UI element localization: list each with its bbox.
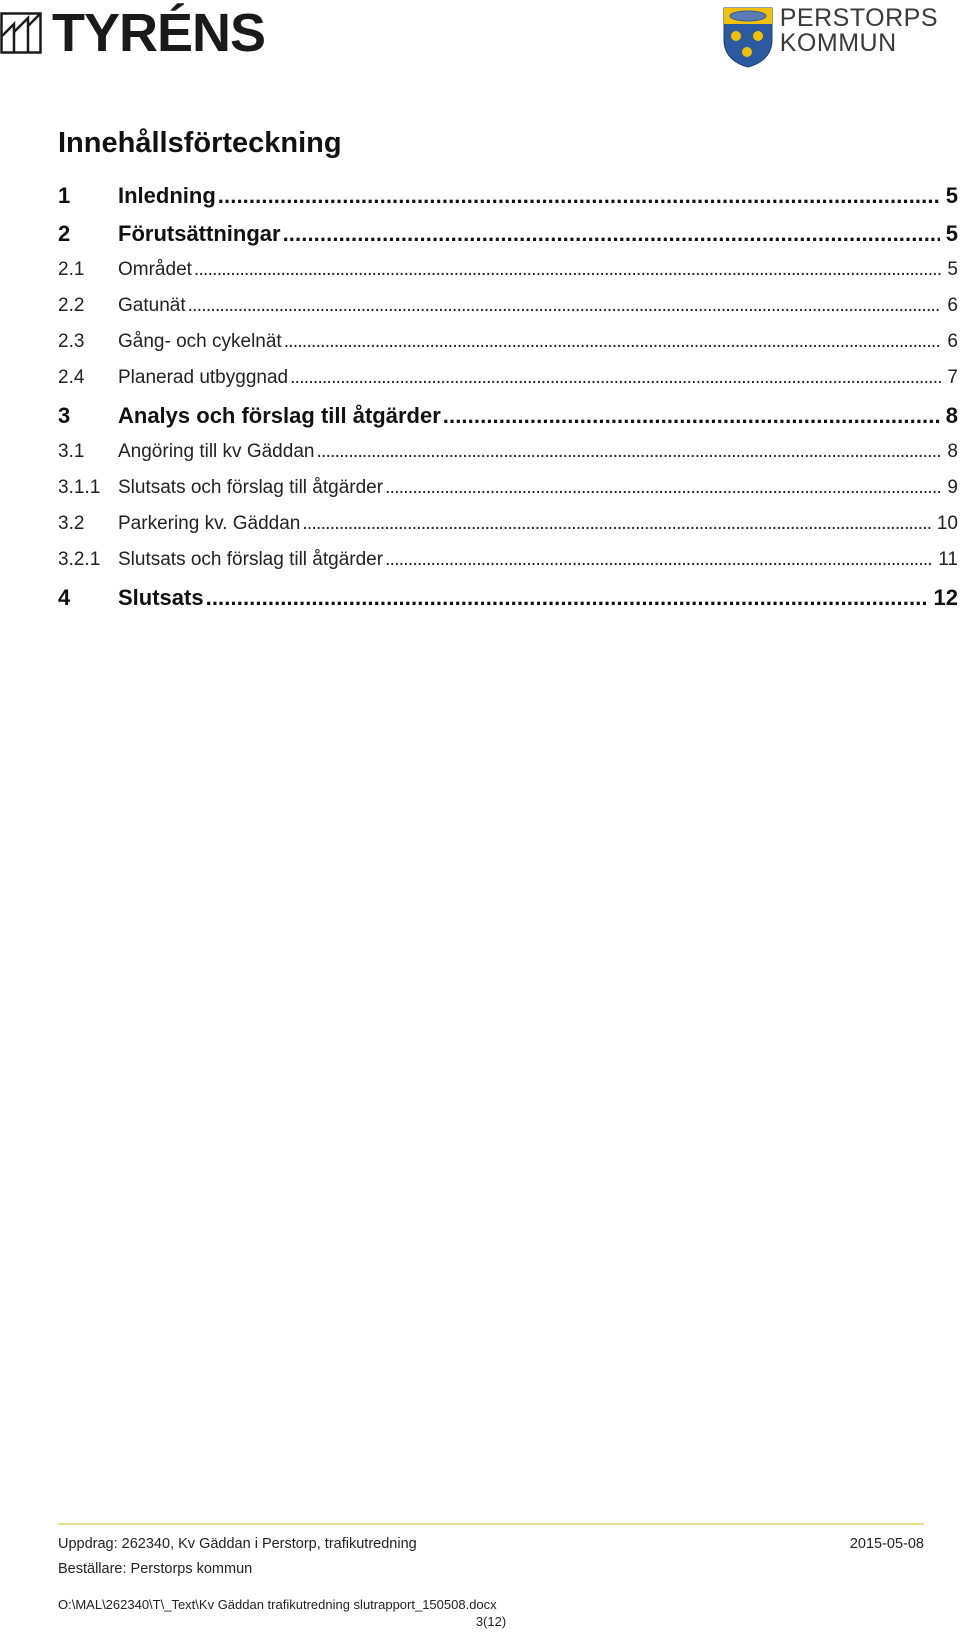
toc-entry-number: 2.1 bbox=[58, 259, 85, 280]
footer-rule bbox=[58, 1523, 924, 1525]
toc-leader-dots bbox=[302, 513, 931, 535]
footer-file-path: O:\MAL\262340\T\_Text\Kv Gäddan trafikutredning slutrapport_150508.docx bbox=[58, 1597, 497, 1612]
toc-leader-dots bbox=[385, 477, 941, 499]
tyrens-logo-text: TYRÉNS bbox=[52, 3, 266, 63]
toc-entry[interactable] bbox=[58, 221, 958, 259]
toc-entry-title: Parkering kv. Gäddan bbox=[118, 513, 301, 534]
toc-entry[interactable] bbox=[58, 477, 958, 513]
toc-entry[interactable] bbox=[58, 367, 958, 403]
tyrens-mark-icon bbox=[0, 12, 42, 54]
toc-entry[interactable] bbox=[58, 259, 958, 295]
toc-entry-title: Slutsats och förslag till åtgärder bbox=[118, 477, 384, 498]
toc-entry-title: Inledning bbox=[118, 183, 216, 208]
toc-title: Innehållsförteckning bbox=[58, 127, 342, 159]
toc-entry[interactable] bbox=[58, 549, 958, 585]
toc-entry-title: Angöring till kv Gäddan bbox=[118, 441, 315, 462]
perstorps-kommun-logo bbox=[722, 6, 938, 68]
footer-assignment: Uppdrag: 262340, Kv Gäddan i Perstorp, trafikutredning bbox=[58, 1536, 417, 1552]
toc-entry-page: 11 bbox=[938, 549, 958, 570]
toc-entry-title: Slutsats bbox=[118, 585, 204, 610]
toc-entry-title: Slutsats och förslag till åtgärder bbox=[118, 549, 384, 570]
tyrens-logo bbox=[0, 3, 266, 63]
toc-entry-number: 1 bbox=[58, 183, 71, 208]
toc-entry-number: 3.1 bbox=[58, 441, 85, 462]
toc-entry-number: 2.3 bbox=[58, 331, 85, 352]
toc-entry-title: Förutsättningar bbox=[118, 221, 281, 246]
toc-entry-title: Analys och förslag till åtgärder bbox=[118, 403, 441, 428]
toc-leader-dots bbox=[443, 403, 940, 429]
toc-entry-page: 12 bbox=[933, 585, 958, 610]
toc-leader-dots bbox=[316, 441, 941, 463]
toc-entry-title: Området bbox=[118, 259, 192, 280]
toc-entry-number: 3.2.1 bbox=[58, 549, 101, 570]
logo-line-perstorps: PERSTORPS bbox=[779, 4, 938, 32]
toc-leader-dots bbox=[188, 295, 942, 317]
toc-leader-dots bbox=[283, 221, 940, 247]
toc-entry-title: Gång- och cykelnät bbox=[118, 331, 282, 352]
toc-entry-page: 8 bbox=[947, 441, 958, 462]
toc-entry-page: 10 bbox=[936, 513, 958, 534]
toc-entry-number: 3 bbox=[58, 403, 71, 428]
toc-entry-page: 6 bbox=[947, 295, 958, 316]
toc-entry-page: 5 bbox=[945, 183, 958, 208]
toc-entry[interactable] bbox=[58, 403, 958, 441]
toc-entry[interactable] bbox=[58, 331, 958, 367]
toc-leader-dots bbox=[206, 585, 928, 611]
municipal-crest-icon bbox=[722, 6, 774, 68]
toc-entry-number: 2 bbox=[58, 221, 71, 246]
toc-entry-title: Gatunät bbox=[118, 295, 186, 316]
toc-entry-page: 9 bbox=[947, 477, 958, 498]
toc-leader-dots bbox=[218, 183, 940, 209]
toc-entry[interactable] bbox=[58, 585, 958, 623]
toc-entry[interactable] bbox=[58, 183, 958, 221]
toc-leader-dots bbox=[290, 367, 941, 389]
logo-line-kommun: KOMMUN bbox=[779, 29, 897, 57]
toc-entry-number: 4 bbox=[58, 585, 71, 610]
toc-entry-number: 2.4 bbox=[58, 367, 85, 388]
toc-entry-page: 8 bbox=[945, 403, 958, 428]
toc-leader-dots bbox=[284, 331, 942, 353]
footer-page-number: 3(12) bbox=[475, 1614, 507, 1629]
toc-entry-number: 2.2 bbox=[58, 295, 85, 316]
toc-entry-number: 3.2 bbox=[58, 513, 85, 534]
toc-entry[interactable] bbox=[58, 441, 958, 477]
toc-entry-page: 5 bbox=[947, 259, 958, 280]
table-of-contents bbox=[58, 183, 958, 623]
toc-entry-page: 7 bbox=[947, 367, 958, 388]
footer-client: Beställare: Perstorps kommun bbox=[58, 1561, 253, 1577]
toc-entry[interactable] bbox=[58, 295, 958, 331]
toc-entry[interactable] bbox=[58, 513, 958, 549]
toc-entry-number: 3.1.1 bbox=[58, 477, 101, 498]
toc-leader-dots bbox=[194, 259, 942, 281]
footer-assignment-row bbox=[58, 1536, 924, 1552]
toc-entry-title: Planerad utbyggnad bbox=[118, 367, 289, 388]
toc-leader-dots bbox=[385, 549, 932, 571]
toc-entry-page: 6 bbox=[947, 331, 958, 352]
toc-entry-page: 5 bbox=[945, 221, 958, 246]
footer-date: 2015-05-08 bbox=[849, 1536, 924, 1552]
